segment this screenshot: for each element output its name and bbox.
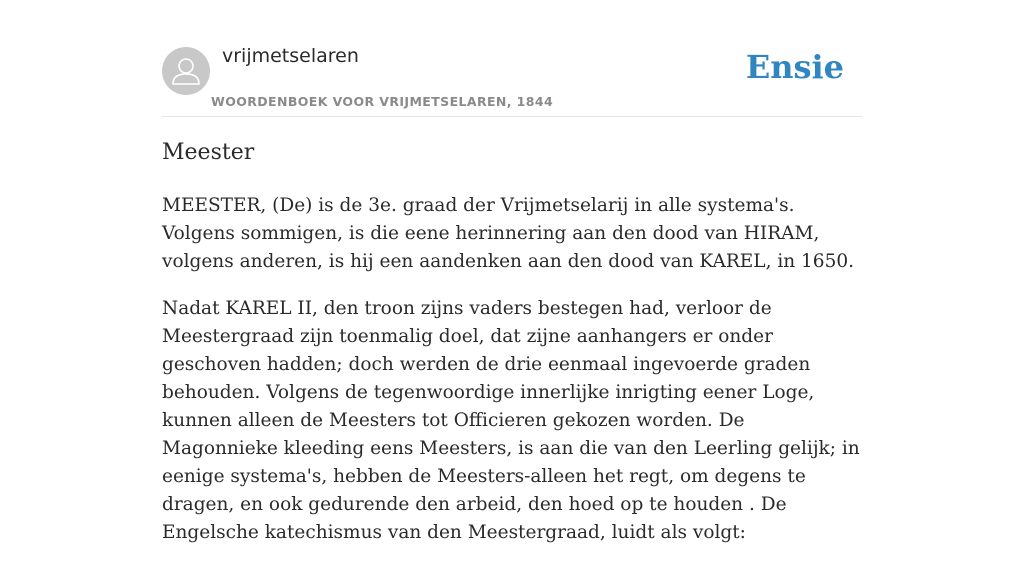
page-title: Meester <box>162 140 255 165</box>
paragraph: MEESTER, (De) is de 3e. graad der Vrijmetselarij in alle systema's. Volgens sommigen, is die eene herinnering aan den dood van HIRAM, volgens anderen, is hij een aandenken aan den dood van KAREL, in 1650. <box>162 195 854 272</box>
entry-header <box>162 0 862 117</box>
source-label[interactable]: WOORDENBOEK VOOR VRIJMETSELAREN, 1844 <box>211 94 554 109</box>
author-name[interactable]: vrijmetselaren <box>222 45 359 67</box>
article-body <box>162 192 862 566</box>
user-silhouette-icon <box>162 47 210 95</box>
avatar[interactable] <box>162 47 210 95</box>
ensie-logo[interactable]: Ensie <box>745 48 844 86</box>
page-content <box>162 0 862 543</box>
paragraph: Nadat KAREL II, den troon zijns vaders bestegen had, verloor de Meestergraad zijn toenmalig doel, dat zijne aanhangers er onder geschoven hadden; doch werden de drie eenmaal ingevoerde graden behouden. Volgens de tegenwoordige innerlijke inrigting eener Loge, kunnen alleen de Meesters tot Officieren gekozen worden. De Magonnieke kleeding eens Meesters, is aan die van den Leerling gelijk; in eenige systema's, hebben de Meesters-alleen het regt, om degens te dragen, en ook gedurende den arbeid, den hoed op te houden . De Engelsche katechismus van den Meestergraad, luidt als volgt: <box>162 298 860 543</box>
